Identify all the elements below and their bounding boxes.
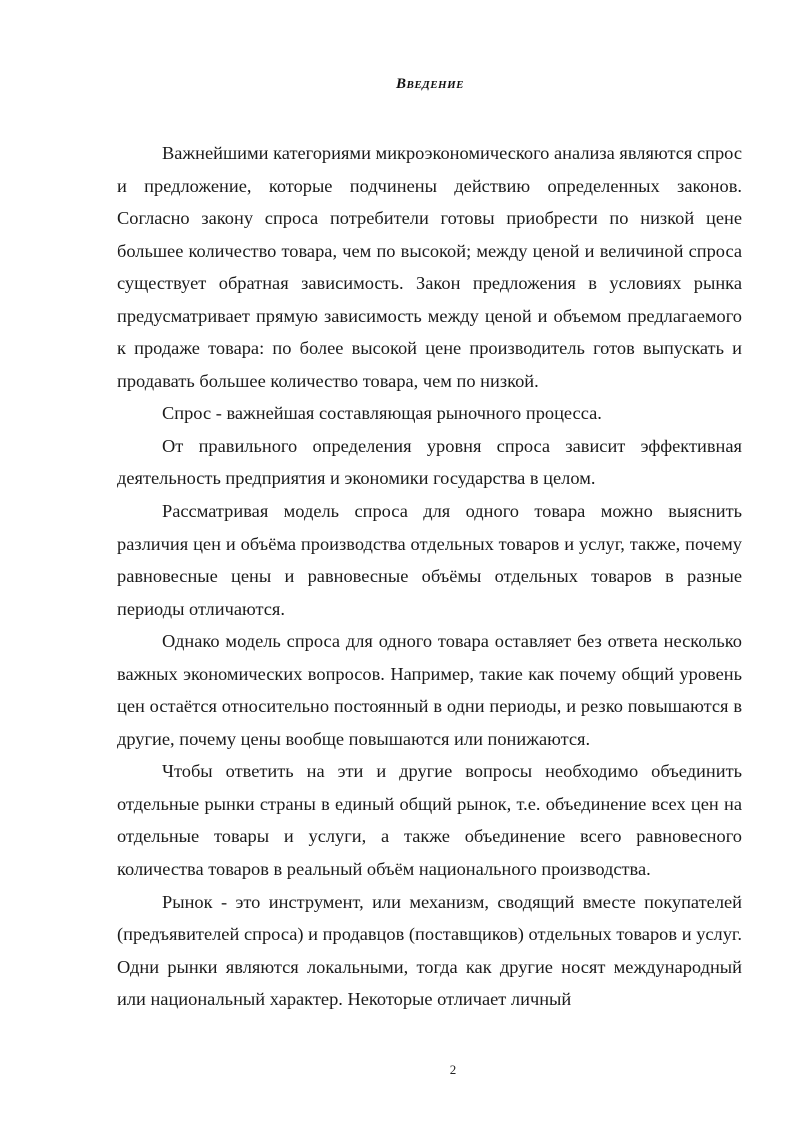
paragraph: Рынок - это инструмент, или механизм, сводящий вместе покупателей (предъявителей спроса) и продавцов (поставщиков) отдельных товаров и услуг. Одни рынки являются локальными, тогда как другие носят международный или национальный характер. Некоторые отличает личный bbox=[117, 891, 742, 1010]
paragraph: Важнейшими категориями микроэкономического анализа являются спрос и предложение, которые подчинены действию определенных законов. Согласно закону спроса потребители готовы приобрести по низкой цене большее количество товара, чем по высокой; между ценой и величиной спроса существует обратная зависимость. Закон предложения в условиях рынка предусматривает прямую зависимость между ценой и объемом предлагаемого к продаже товара: по более высокой цене производитель готов выпускать и продавать большее количество товара, чем по низкой. bbox=[117, 143, 742, 391]
page-number: 2 bbox=[449, 1062, 457, 1077]
paragraph: От правильного определения уровня спроса зависит эффективная деятельность предприятия и экономики государства в целом. bbox=[117, 435, 742, 489]
paragraph: Спрос - важнейшая составляющая рыночного процесса. bbox=[162, 403, 602, 424]
paragraph: Рассматривая модель спроса для одного товара можно выяснить различия цен и объёма производства отдельных товаров и услуг, также, почему равновесные цены и равновесные объёмы отдельных товаров в разные периоды отличаются. bbox=[117, 501, 742, 619]
body-text bbox=[117, 137, 742, 1016]
paragraph: Однако модель спроса для одного товара оставляет без ответа несколько важных экономических вопросов. Например, такие как почему общий уровень цен остаётся относительно постоянный в одни периоды, и резко повышаются в другие, почему цены вообще повышаются или понижаются. bbox=[117, 631, 742, 749]
paragraph: Чтобы ответить на эти и другие вопросы необходимо объединить отдельные рынки страны в единый общий рынок, т.е. объединение всех цен на отдельные товары и услуги, а также объединение всего равновесного количества товаров в реальный объём национального производства. bbox=[117, 761, 742, 880]
page-title: Введение bbox=[396, 76, 464, 92]
